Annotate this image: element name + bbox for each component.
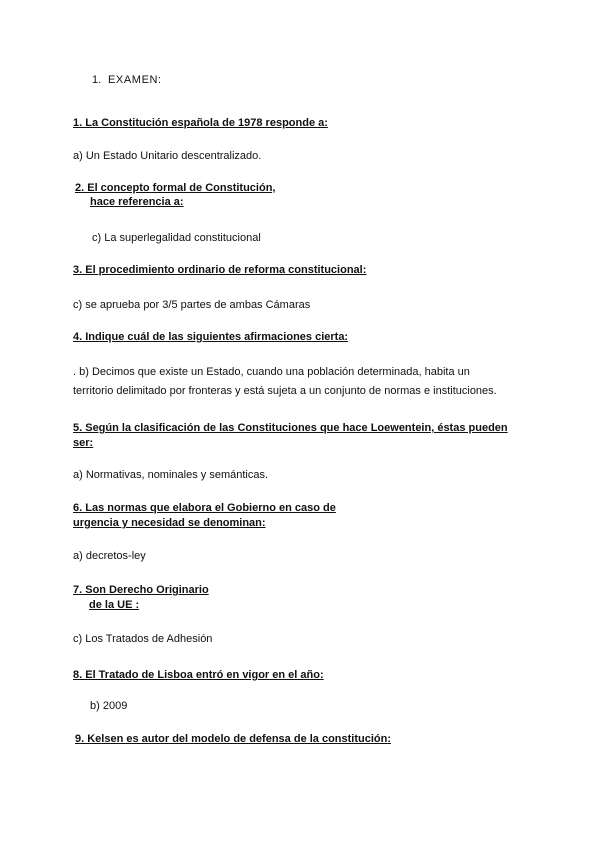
answer-8: b) 2009 — [90, 700, 128, 712]
question-5-line-1: 5. Según la clasificación de las Constituciones que hace Loewentein, éstas pueden — [73, 422, 508, 434]
question-6-line-1: 6. Las normas que elabora el Gobierno en caso de — [73, 502, 336, 514]
answer-4-line-1: . b) Decimos que existe un Estado, cuando una población determinada, habita un — [73, 366, 470, 378]
question-7-line-1: 7. Son Derecho Originario — [73, 584, 209, 596]
question-8: 8. El Tratado de Lisboa entró en vigor en el año: — [73, 669, 324, 681]
question-1: 1. La Constitución española de 1978 responde a: — [73, 117, 328, 129]
question-3: 3. El procedimiento ordinario de reforma constitucional: — [73, 264, 367, 276]
question-4: 4. Indique cuál de las siguientes afirmaciones cierta: — [73, 331, 349, 343]
question-9: 9. Kelsen es autor del modelo de defensa de la constitución: — [75, 733, 392, 745]
answer-5: a) Normativas, nominales y semánticas. — [73, 469, 269, 481]
answer-3: c) se aprueba por 3/5 partes de ambas Cámaras — [73, 299, 311, 311]
answer-4-line-2: territorio delimitado por fronteras y está sujeta a un conjunto de normas e instituciones. — [73, 385, 497, 397]
answer-2: c) La superlegalidad constitucional — [92, 232, 261, 244]
answer-6: a) decretos-ley — [73, 550, 146, 562]
header-number: 1. — [92, 74, 102, 86]
question-6-line-2: urgencia y necesidad se denominan: — [73, 517, 266, 529]
header-title: EXAMEN: — [108, 74, 162, 86]
question-5-line-2: ser: — [73, 437, 94, 449]
answer-7: c) Los Tratados de Adhesión — [73, 633, 213, 645]
question-7-line-2: de la UE : — [89, 599, 140, 611]
question-2-line-2: hace referencia a: — [90, 196, 184, 208]
question-2-line-1: 2. El concepto formal de Constitución, — [75, 182, 276, 194]
answer-1: a) Un Estado Unitario descentralizado. — [73, 150, 262, 162]
